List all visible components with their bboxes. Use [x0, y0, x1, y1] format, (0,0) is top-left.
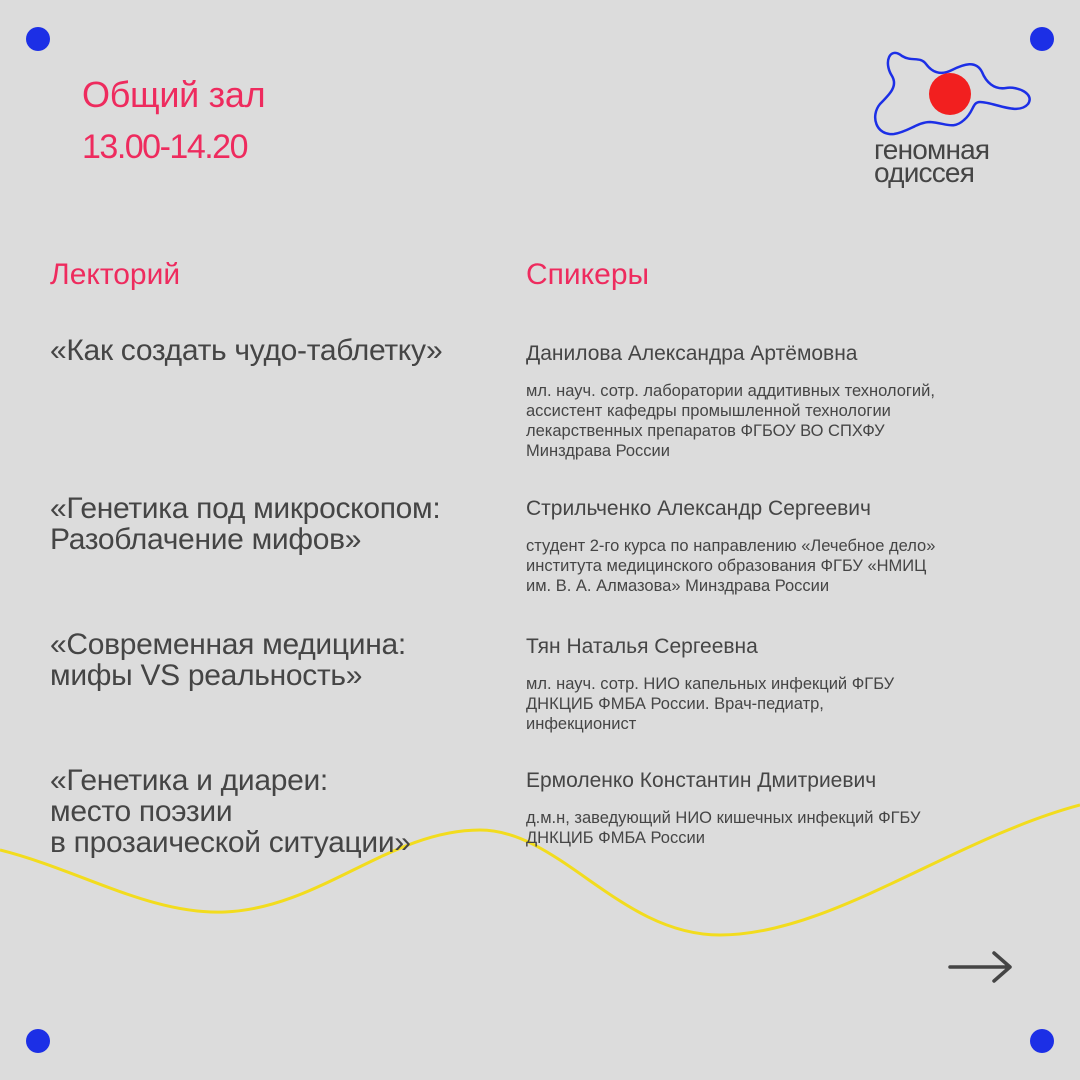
speaker-name: Стрильченко Александр Сергеевич — [526, 497, 871, 520]
lectures-heading: Лекторий — [50, 258, 181, 291]
speaker-name: Данилова Александра Артёмовна — [526, 342, 858, 365]
speaker-description-line: ассистент кафедры промышленной технологии — [526, 402, 891, 420]
speaker-description-line: ДНКЦИБ ФМБА России — [526, 829, 705, 847]
corner-dot-icon — [1030, 27, 1054, 51]
speaker-description-line: студент 2-го курса по направлению «Лечебное дело» — [526, 537, 936, 555]
speaker-description — [526, 536, 1026, 596]
corner-dot-icon — [1030, 1029, 1054, 1053]
lecture-title — [50, 765, 500, 858]
lecture-title — [50, 629, 500, 691]
logo-mark-icon — [868, 44, 1033, 142]
speaker-description-line: ДНКЦИБ ФМБА России. Врач-педиатр, — [526, 695, 824, 713]
corner-dot-icon — [26, 1029, 50, 1053]
right-arrow-icon[interactable] — [948, 950, 1014, 984]
speaker-name: Ермоленко Константин Дмитриевич — [526, 769, 877, 792]
corner-dot-icon — [26, 27, 50, 51]
speaker-description-line: института медицинского образования ФГБУ «НМИЦ — [526, 557, 927, 575]
lecture-title — [50, 335, 500, 366]
speaker-description — [526, 674, 1026, 734]
lecture-title-line: «Современная медицина: — [50, 628, 406, 661]
speaker-block — [526, 496, 1026, 596]
speaker-block — [526, 634, 1026, 734]
speakers-heading: Спикеры — [526, 258, 650, 291]
lecture-title — [50, 493, 500, 555]
lecture-title-line: мифы VS реальность» — [50, 659, 363, 692]
logo-wordmark — [874, 134, 990, 188]
speaker-block — [526, 768, 1026, 848]
speaker-description — [526, 381, 1026, 461]
lecture-title-line: в прозаической ситуации» — [50, 826, 411, 859]
speaker-description — [526, 808, 1026, 848]
speaker-name: Тян Наталья Сергеевна — [526, 635, 758, 658]
speaker-block — [526, 341, 1026, 461]
logo-line-2: одиссея — [874, 157, 975, 188]
speaker-description-line: мл. науч. сотр. НИО капельных инфекций ФГБУ — [526, 675, 895, 693]
lecture-title-line: «Как создать чудо-таблетку» — [50, 334, 443, 367]
lecture-title-line: «Генетика и диареи: — [50, 764, 328, 797]
speaker-description-line: им. В. А. Алмазова» Минздрава России — [526, 577, 830, 595]
logo-line-1: геномная — [874, 134, 990, 165]
lecture-title-line: Разоблачение мифов» — [50, 523, 362, 556]
speaker-description-line: мл. науч. сотр. лаборатории аддитивных технологий, — [526, 382, 935, 400]
speaker-description-line: инфекционист — [526, 715, 637, 733]
hall-title: Общий зал — [82, 74, 266, 115]
lecture-title-line: «Генетика под микроскопом: — [50, 492, 441, 525]
speaker-description-line: Минздрава России — [526, 442, 670, 460]
hall-time: 13.00-14.20 — [82, 128, 247, 166]
speaker-description-line: д.м.н, заведующий НИО кишечных инфекций ФГБУ — [526, 809, 921, 827]
speaker-description-line: лекарственных препаратов ФГБОУ ВО СПХФУ — [526, 422, 885, 440]
lecture-title-line: место поэзии — [50, 795, 233, 828]
